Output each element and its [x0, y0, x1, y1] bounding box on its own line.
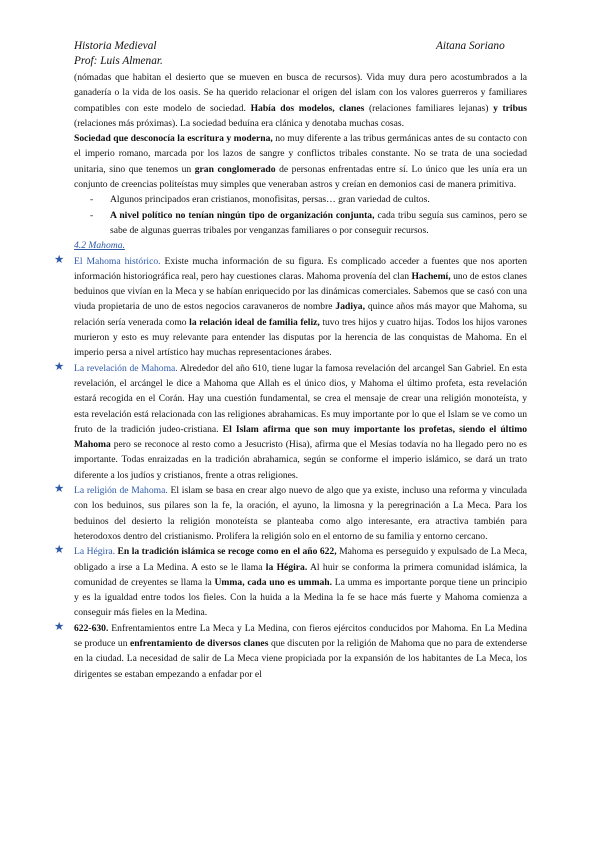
star-icon: ★ [54, 483, 65, 496]
item-title: La revelación de Mahoma. [74, 362, 178, 374]
star-list [54, 253, 528, 682]
paragraph-clans: (nómadas que habitan el desierto que se mueven en busca de recursos). Vida muy dura pero acostumbrados a la ganadería o la vida de los oasis. Se ha querido relacionar el origen del islam con los valores guerreros y familiares compatibles con este modelo de sociedad. Había dos modelos, clanes (relaciones familiares lejanas) y tribus (relaciones más próximas). La sociedad beduína era clánica y denotaba muchas cosas. [74, 72, 527, 129]
dash-bullet: - [90, 209, 94, 221]
section-heading: 4.2 Mahoma. [74, 240, 125, 252]
page-header-left [74, 39, 163, 69]
list-item: - A nivel político no tenían ningún tipo de organización conjunta, cada tribu seguía sus caminos, pero se sabe de algunas guerras tribales por venganzas familiares o por conseguir recursos. [90, 209, 527, 236]
item-title: La religión de Mahoma. [74, 485, 168, 497]
dash-list [74, 192, 527, 238]
list-item: ★ La revelación de Mahoma. Alrededor del año 610, tiene lugar la famosa revelación del arcangel San Gabriel. En esta revelación, el arcángel le dice a Mahoma que Allah es el único dios, y Mahoma el último profeta, esta revelación estará recogida en el Corán. Hay una cuestión fundamental, se crea el mensaje de crear una religión monoteísta, y esta revelación está relacionada con las religiones abrahamicas. Es muy importante por lo que el Islam se ve como un fruto de la tradición judeo-cristiana. El Islam afirma que son muy importante los profetas, siendo el último Mahoma pero se reconoce al resto como a Jesucristo (Hisa), afirma que el Mesías todavía no ha llegado pero no es importante. Todas enraizadas en la tradición abrahamica, según se conforme el imperio islámico, se dará un trato diferente a los judíos y cristianos, frente a otras religiones. [54, 360, 527, 481]
dash-bullet: - [90, 194, 94, 206]
list-item: - Algunos principados eran cristianos, monofisitas, persas… gran variedad de cultos. [74, 192, 527, 207]
list-item: ★ La Hégira. En la tradición islámica se recoge como en el año 622, Mahoma es perseguido y expulsado de La Meca, obligado a irse a La Medina. A esto se le llama la Hégira. Al huir se conforma la primera comunidad islámica, la comunidad de creyentes se llama la Umma, cada uno es ummah. La umma es importante porque tiene un principio y es la igualdad entre todos los fieles. Con la huida a la Medina la fe se hace más fuerte y Mahoma comienza a conseguir más fieles en la Medina. [54, 544, 528, 619]
paragraph-society: Sociedad que desconocía la escritura y moderna, no muy diferente a las tribus germánicas antes de su contacto con el imperio romano, marcada por los lazos de sangre y conflictos tribales constante. No se trata de una sociedad unitaria, sino que tenemos un gran conglomerado de personas enfrentadas entre sí. Lo único que les unía era un conjunto de creencias politeístas muy simples que veneraban astros y creían en demonios casi de manera primitiva. [74, 133, 527, 191]
list-item: ★ El Mahoma histórico. Existe mucha información de su figura. Es complicado acceder a fuentes que nos aporten información historiográfica real, pero hay cuestiones claras. Mahoma provenía del clan Hachemí, uno de estos clanes beduinos que vivían en la Meca y se habían enriquecido por las dinámicas comerciales. Sabemos que se casó con una viuda propietaria de uno de estos negocios caravaneros de nombre Jadiya, quince años más mayor que Mahoma, su relación sería venerada como la relación ideal de familia feliz, tuvo tres hijos y cuatro hijas. Todos los hijos varones murieron y esto es muy relevante para entender las disputas por la herencia de las conquistas de Mahoma. En el imperio persa a nivel artístico hay muchas representaciones árabes. [54, 253, 528, 359]
list-item: ★ 622-630. Enfrentamientos entre La Meca y La Medina, con fieros ejércitos conducidos por Mahoma. En La Medina se produce un enfrentamiento de diversos clanes que discuten por la religión de Mahoma que no para de extenderse en la ciudad. La necesidad de salir de La Meca viene propiciada por la expansión de los habitantes de La Meca, los dirigentes se estaban empezando a enfadar por el [54, 620, 528, 680]
item-title: 622-630. [74, 622, 109, 634]
list-item: ★ La religión de Mahoma. El islam se basa en crear algo nuevo de algo que ya existe, incluso una reforma y vinculada con los beduinos, sus pilares son la fe, la oración, el ayuno, la limosna y la peregrinación a La Meca. Para los beduinos del desierto la religión monoteísta se planteaba como algo interesante, era atractiva también para heterodoxos dentro del cristianismo. Prolifera la religión solo en el entorno de su familia y entorno cercano. [54, 483, 527, 542]
star-icon: ★ [54, 360, 65, 373]
item-title: El Mahoma histórico. [74, 255, 161, 267]
star-icon: ★ [54, 620, 65, 633]
star-icon: ★ [54, 544, 65, 557]
document-body [54, 70, 528, 682]
professor-name: Prof: Luis Almenar. [74, 55, 163, 67]
item-title: La Hégira. [74, 546, 116, 558]
star-icon: ★ [54, 253, 65, 266]
course-title: Historia Medieval [74, 40, 157, 52]
author-name: Aitana Soriano [436, 40, 505, 52]
